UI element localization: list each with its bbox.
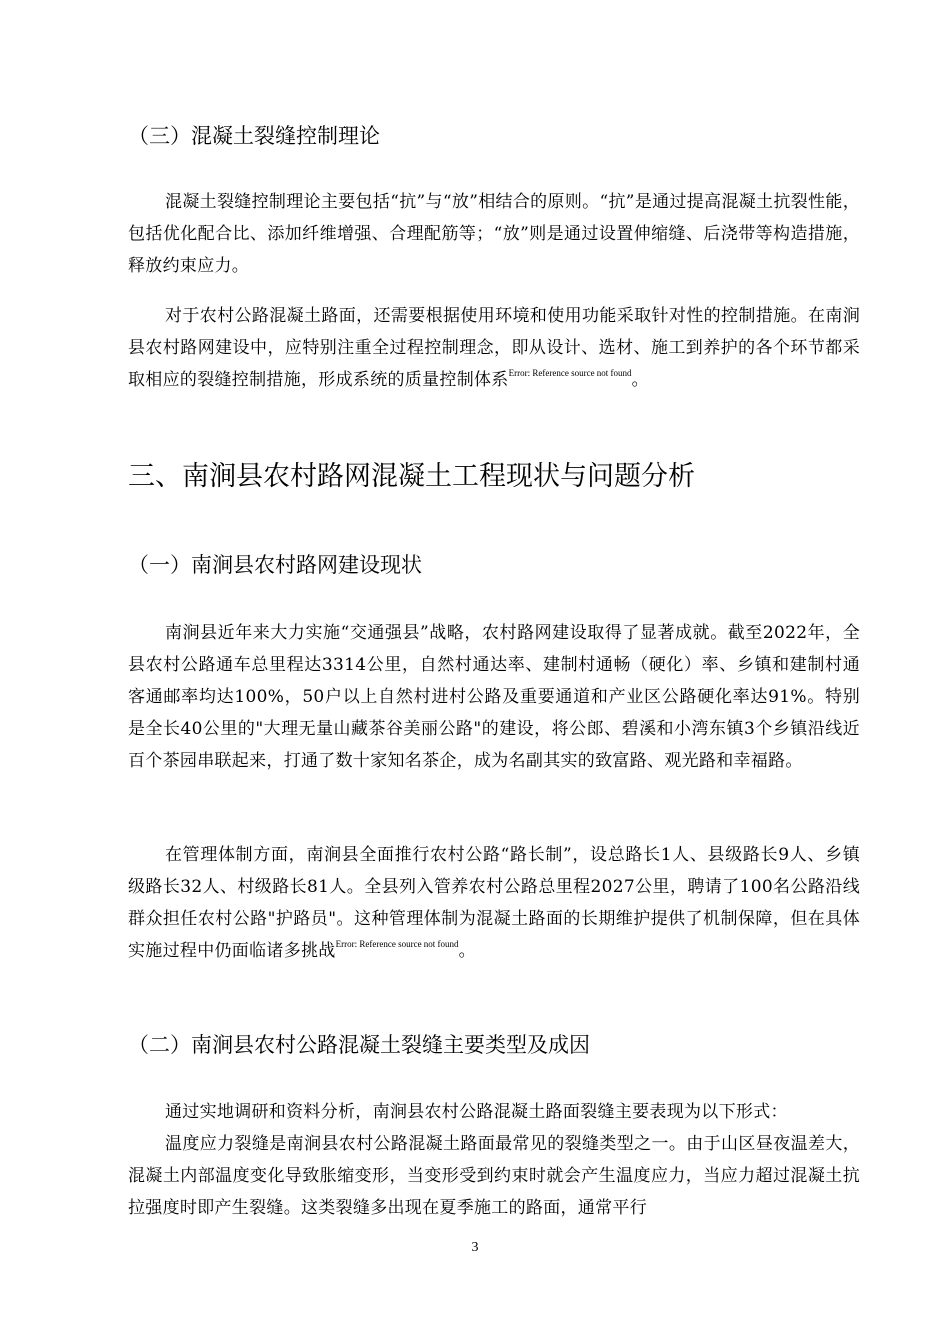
paragraph-field-survey-intro: 通过实地调研和资料分析，南涧县农村公路混凝土路面裂缝主要表现为以下形式： [165, 1102, 788, 1122]
paragraph-temperature-stress-cracks: 温度应力裂缝是南涧县农村公路混凝土路面最常见的裂缝类型之一。由于山区昼夜温差大，混凝土内部温度变化导致胀缩变形，当变形受到约束时就会产生温度应力，当应力超过混凝土抗拉强度时即产生裂缝。这类裂缝多出现在夏季施工的路面，通常平行 [128, 1134, 860, 1218]
section-heading-road-network-status: （一）南涧县农村路网建设现状 [128, 553, 422, 577]
paragraph-end-punct: 。 [631, 370, 649, 390]
paragraph-crack-control-principle: 混凝土裂缝控制理论主要包括“抗”与“放”相结合的原则。“抗”是通过提高混凝土抗裂性能，包括优化配合比、添加纤维增强、合理配筋等；“放”则是通过设置伸缩缝、后浇带等构造措施，释放约束应力。 [128, 192, 860, 276]
paragraph-end-punct: 。 [458, 941, 476, 961]
paragraph-road-network-achievements: 南涧县近年来大力实施“交通强县”战略，农村路网建设取得了显著成就。截至2022年，全县农村公路通车总里程达3314公里，自然村通达率、建制村通畅（硬化）率、乡镇和建制村通客通邮率均达100%，50户以上自然村进村公路及重要通道和产业区公路硬化率达91%。特别是全长40公里的"大理无量山藏茶谷美丽公路"的建设，将公郎、碧溪和小湾东镇3个乡镇沿线近百个茶园串联起来，打通了数十家知名茶企，成为名副其实的致富路、观光路和幸福路。 [128, 623, 860, 771]
section-heading-concrete-crack-control: （三）混凝土裂缝控制理论 [128, 124, 380, 148]
chapter-heading-status-analysis: 三、南涧县农村路网混凝土工程现状与问题分析 [128, 461, 695, 492]
paragraph-text: 在管理体制方面，南涧县全面推行农村公路“路长制”，设总路长1人、县级路长9人、乡镇级路长32人、村级路长81人。全县列入管养农村公路总里程2027公里，聘请了100名公路沿线群众担任农村公路"护路员"。这种管理体制为混凝土路面的长期维护提供了机制保障，但在具体实施过程中仍面临诸多挑战 [128, 845, 860, 961]
reference-error-note: Error: Reference source not found [335, 939, 459, 949]
paragraph-text: 对于农村公路混凝土路面，还需要根据使用环境和使用功能采取针对性的控制措施。在南涧县农村路网建设中，应特别注重全过程控制理念，即从设计、选材、施工到养护的各个环节都采取相应的裂缝控制措施，形成系统的质量控制体系 [128, 306, 860, 390]
page-number: 3 [471, 1240, 479, 1255]
paragraph-management-system [128, 839, 860, 967]
section-heading-crack-types-causes: （二）南涧县农村公路混凝土裂缝主要类型及成因 [128, 1033, 590, 1057]
reference-error-note: Error: Reference source not found [508, 368, 632, 378]
paragraph-rural-road-control-measures [128, 300, 860, 396]
